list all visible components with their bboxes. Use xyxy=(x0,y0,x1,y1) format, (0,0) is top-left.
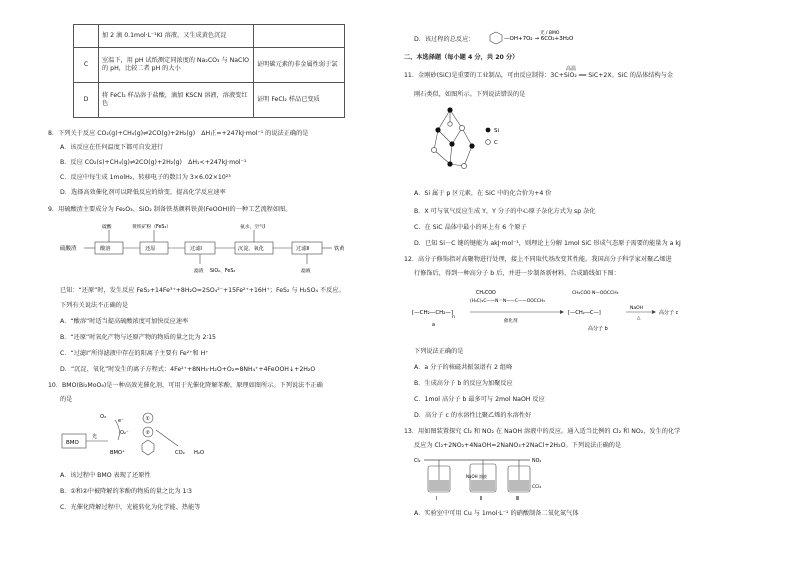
polymer-b-label: 高分子 b xyxy=(588,326,608,332)
q8-option-b: B．反应 CO₂(s)+CH₄(g)⇌2CO(g)+2H₂(g) ΔH₁<+247kJ·mol⁻¹ xyxy=(60,159,247,166)
sic-crystal-diagram xyxy=(420,100,510,180)
options-table xyxy=(73,24,345,118)
equation-text: —OH+7O₂ → 6CO₂+3H₂O xyxy=(504,36,574,42)
q11-title: 11．金刚砂(SiC)是重要的工业制品，可由反应制得：3C+SiO₂ ══ SiC+2X。SiC 的晶体结构与金 xyxy=(404,72,674,79)
flask-1-label: Ⅰ xyxy=(436,497,438,502)
legend-c: C xyxy=(494,140,498,146)
q9-option-c: C．“过滤Ⅰ”所得滤液中存在的阳离子主要有 Fe²⁺和 H⁺ xyxy=(60,350,209,357)
q12-title-cont: 行修饰后，得到一种高分子 b 后，并进一步制备新材料，合成路线如下图： xyxy=(414,270,620,277)
q9-prompt: 下列有关说法不正确的是 xyxy=(60,302,129,309)
flow-box-label: 沉淀、氧化 xyxy=(238,246,264,252)
flask-2-label: Ⅱ xyxy=(480,497,483,502)
q10-option-a: A．该过程中 BMO 表现了还原性 xyxy=(60,472,151,479)
polymer-a-label: [—CH₂—CH₂—] xyxy=(412,310,454,316)
q8-option-c: C．反应中每生成 1molH₂，转移电子的数目为 3×6.02×10²³ xyxy=(60,174,231,181)
bmo-label: BMO xyxy=(66,440,79,446)
h2o-label: H₂O xyxy=(194,450,205,456)
row-label: C xyxy=(74,48,99,83)
row-label: D xyxy=(74,83,99,118)
q13-option-a: A．实验室中可用 Cu 与 1mol·L⁻¹ 的硝酸制备二氧化氮气体 xyxy=(414,510,579,517)
conclusion-cell: 证明碳元素的非金属性弱于氯 xyxy=(254,48,345,83)
flask-3-label: Ⅲ xyxy=(516,497,520,502)
q10-title: 10．BMO(Bi₂MoO₆)是一种高效光催化剂，可用于光催化降解苯酚，原理如图所示。下列说法不正确 xyxy=(48,382,323,389)
polymer-b-structure: [—CH₂—C—] xyxy=(568,310,601,316)
flow-top-label: 硫酸 xyxy=(102,225,112,230)
flow-start: 硫酸渣 xyxy=(60,246,77,252)
naoh-solution-label: NaOH 溶液 xyxy=(466,474,487,479)
q12-prompt: 下列说法正确的是 xyxy=(414,348,464,355)
flow-bottom-label: SiO₂、FeS₂ xyxy=(210,269,236,274)
o2-minus-label: O₂⁻ xyxy=(120,430,129,436)
experiment-cell: 加 2 滴 0.1mol·L⁻¹KI 溶液，又生成黄色沉淀 xyxy=(99,25,254,48)
si-legend-icon xyxy=(486,128,491,133)
q13-title: 13．用如图装置探究 Cl₂ 和 NO₂ 在 NaOH 溶液中的反应。通入适当比例的 Cl₂ 和 NO₂，发生的化学 xyxy=(404,428,681,435)
experiment-cell: 将 FeCl₂ 样品溶于盐酸，滴加 KSCN 溶液，溶液变红色 xyxy=(99,83,254,118)
q8-option-d: D．选择高效催化剂可以降低反应的焓变，提高化学反应速率 xyxy=(60,189,226,196)
q10d-equation xyxy=(488,28,598,48)
a-label: a xyxy=(432,322,436,328)
table-row xyxy=(74,48,345,83)
q10-option-b: B．①和②中被降解的苯酚的物质的量之比为 1∶3 xyxy=(60,488,192,495)
co2-label: CO₂ xyxy=(175,450,185,456)
q11-option-d: D．已知 Si－C 键的键能为 akJ·mol⁻¹，则理论上分解 1mol SiC 形成气态原子需要的能量为 a kJ xyxy=(414,240,681,247)
q8-title: 8．下列关于反应 CO₂(g)+CH₄(g)⇌2CO(g)+2H₂(g) ΔH正=+247kJ·mol⁻¹ 的说法正确的是 xyxy=(48,130,309,137)
q9-option-d: D．“沉淀、氧化”时发生的离子方程式：4Fe²⁺+8NH₃·H₂O+O₂=8NH₄⁺+4FeOOH↓+2H₂O xyxy=(60,366,316,373)
flow-box-label: 过滤Ⅰ xyxy=(190,246,202,252)
naoh-label: NaOH xyxy=(630,306,644,311)
equation-condition: 光 / BMO xyxy=(540,31,560,36)
q12-option-b: B．生成高分子 b 的反应为加聚反应 xyxy=(414,380,513,387)
q8-option-a: A．该反应在任何温度下都可自发进行 xyxy=(60,144,164,151)
q12-title: 12．高分子修饰指对高聚物进行处理，接上不同取代基改变其性能。我国高分子科学家对聚乙烯进 xyxy=(404,256,672,263)
no2-label: NO₂ xyxy=(532,459,542,464)
heat-label: △ xyxy=(637,316,641,321)
table-row xyxy=(74,83,345,118)
q11-option-c: C．在 SiC 晶体中最小的环上有 6 个原子 xyxy=(414,224,527,231)
row-label xyxy=(74,25,99,48)
o2-label: O₂ xyxy=(100,414,107,420)
q9-option-a: A．“酸溶”时适当提高硫酸浓度可加快反应速率 xyxy=(60,318,189,325)
c-legend-icon xyxy=(486,140,491,145)
q13-title-cont: 反应为 Cl₂+2NO₂+4NaOH=2NaNO₃+2NaCl+2H₂O。下列说法正确的是 xyxy=(414,442,622,449)
experiment-cell: 室温下，用 pH 试纸测定同浓度的 Na₂CO₃ 与 NaClO 的 pH，比较二者 pH 的大小 xyxy=(99,48,254,83)
flow-box-label: 过滤Ⅱ xyxy=(296,246,309,252)
phenol-ring-icon xyxy=(142,440,154,455)
q10-title-cont: 的是 xyxy=(60,396,73,403)
q9-option-b: B．“还原”时氧化产物与还原产物的物质的量之比为 2∶15 xyxy=(60,334,216,341)
electron-label: e⁻ xyxy=(118,418,124,424)
ccl4-label: CCl₄ xyxy=(532,485,542,490)
legend-si: Si xyxy=(494,128,500,134)
q11-option-b: B．X 可与氧气反应生成 Y，Y 分子的中心原子杂化方式为 sp 杂化 xyxy=(414,208,596,215)
q10-option-c: C．光催化降解过程中，光能转化为化学能、热能等 xyxy=(60,504,201,511)
flow-box-label: 酸溶 xyxy=(100,246,111,252)
benzene-ring-icon xyxy=(490,32,502,44)
q12-option-c: C．1mol 高分子 b 最多可与 2mol NaOH 反应 xyxy=(414,396,545,403)
q9-known: 已知：“还原”时，发生反应 FeS₂+14Fe³⁺+8H₂O=2SO₄²⁻+15Fe²⁺+16H⁺；FeS₂ 与 H₂SO₄ 不反应。 xyxy=(60,287,345,294)
catalyst-label: 催化剂 xyxy=(504,319,518,324)
table-row xyxy=(74,25,345,48)
reagent-formula: (H₃C)₃C——N＝N——C——OOCCH₃ xyxy=(470,299,545,304)
conclusion-cell xyxy=(254,25,345,48)
q11-option-a: A．Si 属于 p 区元素，在 SiC 中的化合价为+4 价 xyxy=(414,190,552,197)
q11-title-cont: 刚石类似，如图所示。下列说法错误的是 xyxy=(414,91,526,98)
reagent-left: CH₂COO xyxy=(476,291,496,296)
q12-option-a: A．a 分子的核磁共振氢谱有 2 组峰 xyxy=(414,364,513,371)
q12-polymer-scheme xyxy=(412,282,712,340)
polymer-c-label: 高分子 c xyxy=(659,310,679,316)
cl2-label: Cl₂ xyxy=(414,459,421,464)
flow-bottom-label: 滤渣 xyxy=(194,269,204,274)
q10-option-d: D．该过程的总反应： xyxy=(414,36,475,43)
flow-top-label: 氨水、空气Ⅰ xyxy=(240,225,266,230)
polymer-b-substituent: CH₂COO N—OOCCH₃ xyxy=(572,291,619,296)
q10-bmo-diagram xyxy=(60,410,220,468)
flow-end: 铁黄 xyxy=(334,246,345,252)
flow-bottom-label: 滤液 xyxy=(301,269,311,274)
q13-apparatus-diagram xyxy=(414,452,564,502)
section-2-heading: 二、本选择题（每小题 4 分，共 20 分） xyxy=(404,54,519,61)
q12-option-d: D．高分子 c 的水溶性比聚乙烯的水溶性好 xyxy=(414,412,532,419)
flow-top-label: 黄铁矿粉（FeS₂） xyxy=(132,225,172,230)
bmo-plus-label: BMO⁺ xyxy=(110,450,125,456)
q9-title: 9．用硫酸渣主要成分为 Fe₂O₃、SiO₂ 制备铁基颜料铁黄(FeOOH)的一种工艺流程如图。 xyxy=(48,206,292,213)
light-label: 光 xyxy=(92,434,98,440)
conclusion-cell: 证明 FeCl₂ 样品已变质 xyxy=(254,83,345,118)
n-label: n xyxy=(452,315,455,320)
q11-condition: 高温 xyxy=(566,66,577,72)
step-1-label: ① xyxy=(145,416,150,422)
q9-flow-diagram xyxy=(60,220,350,276)
flow-arrows xyxy=(84,230,332,264)
flow-box-label: 还原 xyxy=(145,246,156,252)
step-2-label: ② xyxy=(145,430,150,436)
